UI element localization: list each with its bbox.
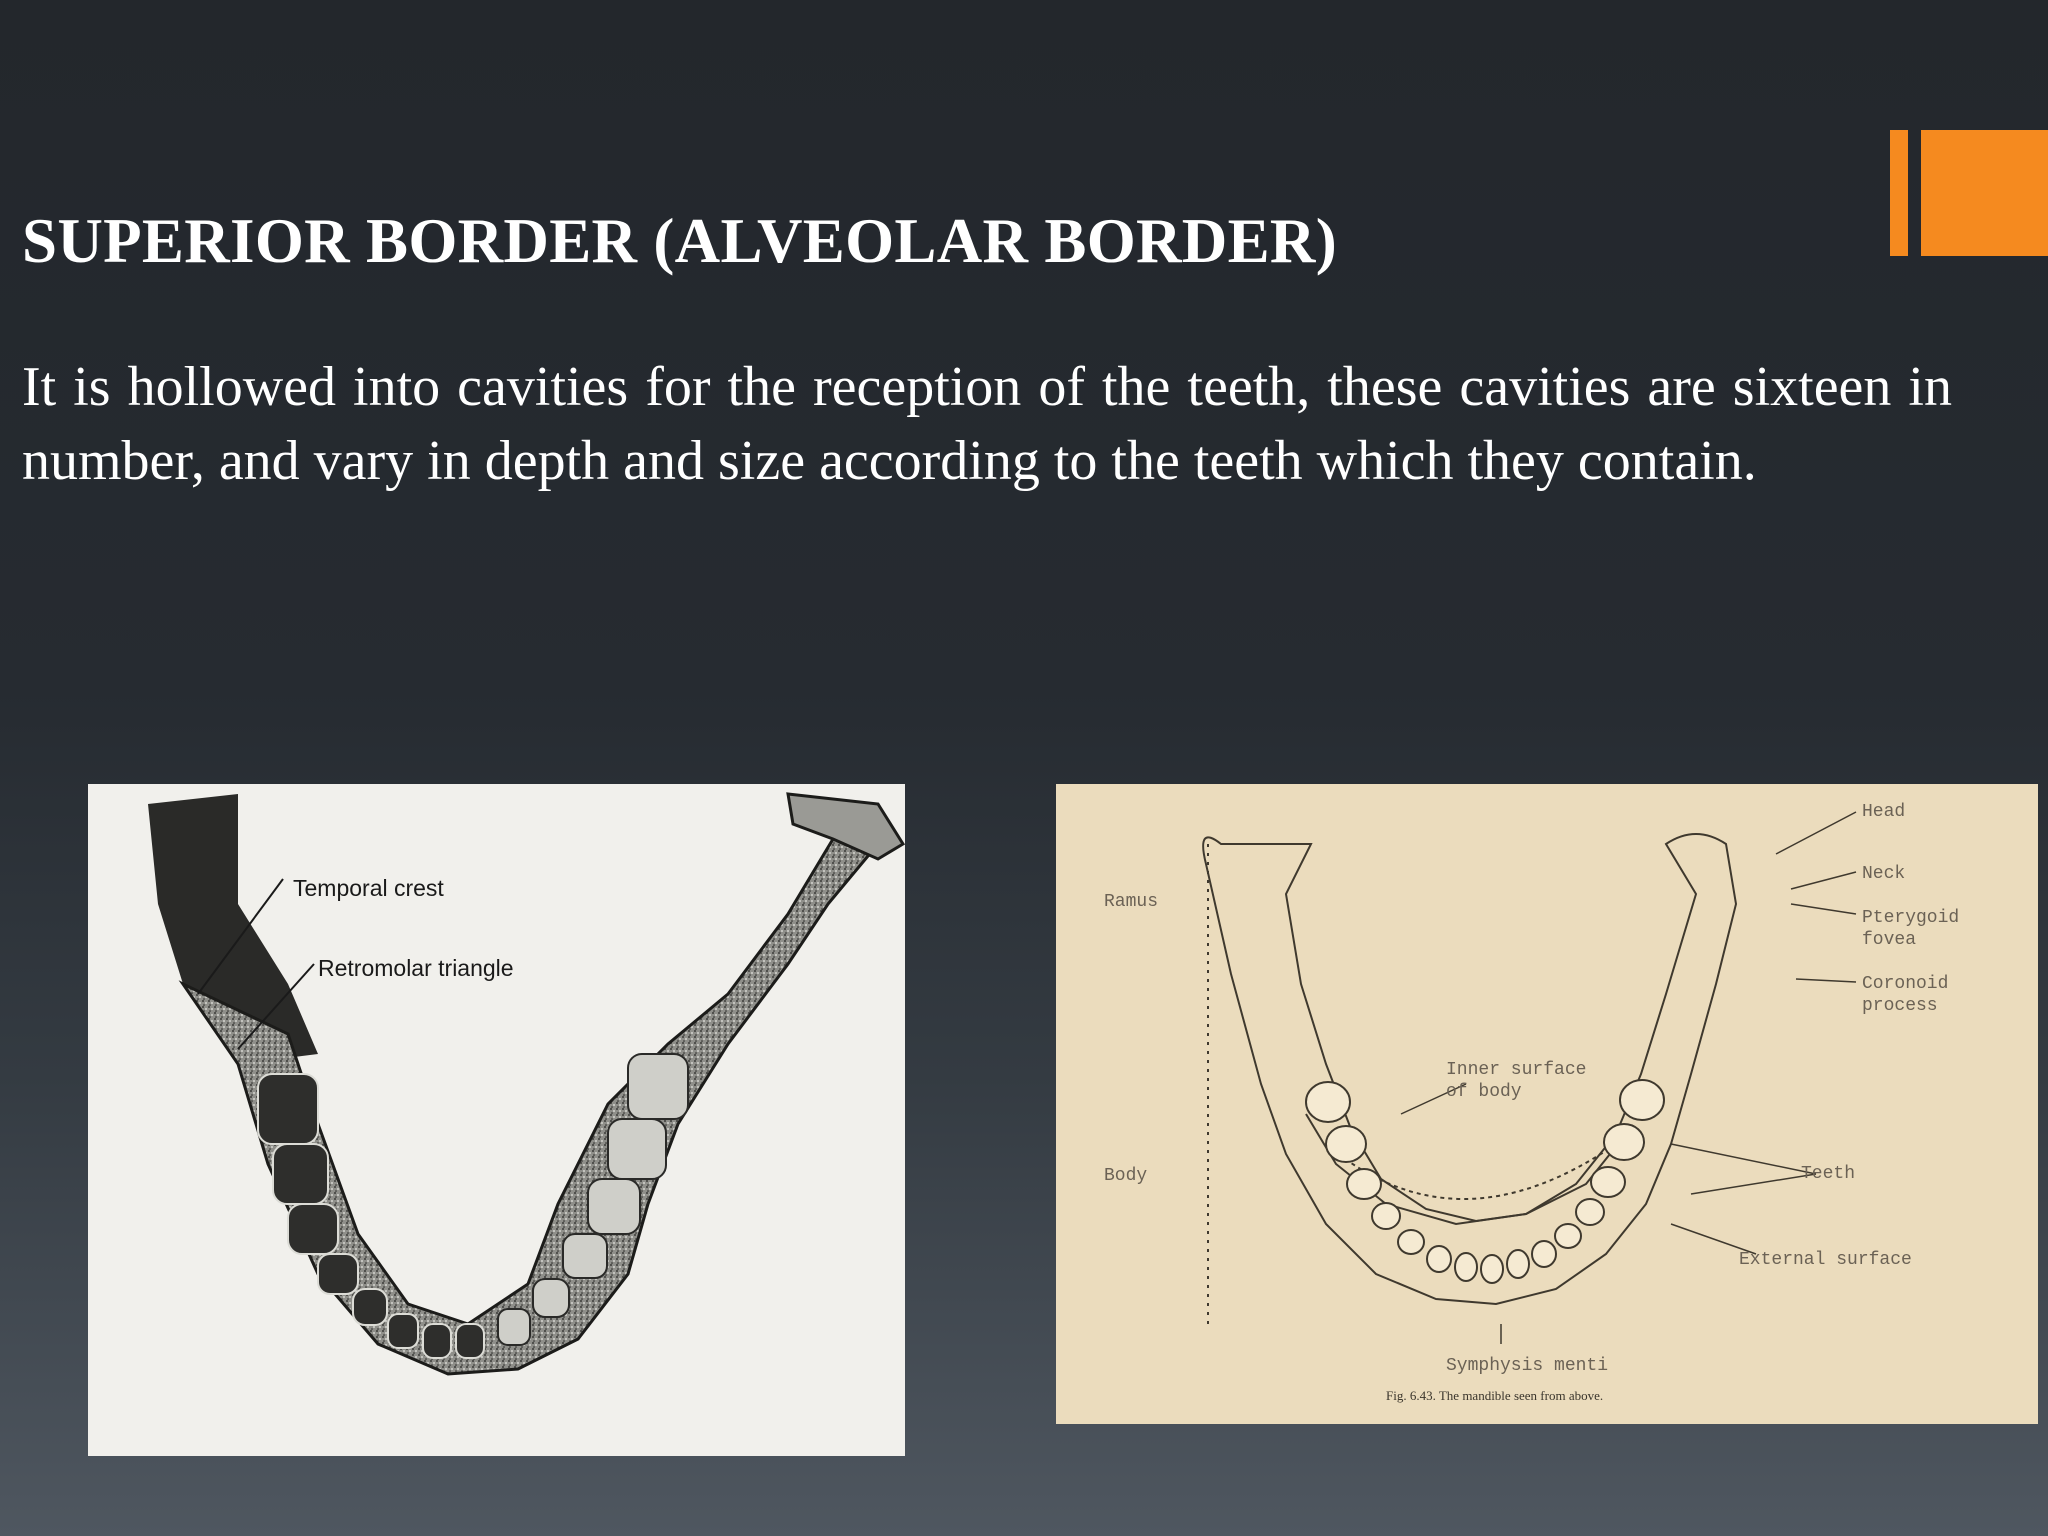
external-surface-label: External surface: [1739, 1250, 1912, 1270]
figure-caption: Fig. 6.43. The mandible seen from above.: [1386, 1388, 1604, 1403]
coronoid-label-line1: Coronoid: [1862, 974, 1949, 994]
inner-surface-label-line2: of body: [1446, 1082, 1522, 1102]
coronoid-label-line2: process: [1862, 996, 1938, 1016]
pterygoid-label-line1: Pterygoid: [1862, 908, 1960, 928]
neck-label: Neck: [1862, 864, 1906, 884]
mandible-line-drawing-figure: [1056, 784, 2038, 1424]
mandible-photo-figure: [88, 784, 905, 1456]
mandible-line-illustration: [1056, 784, 2038, 1424]
accent-bar-thin: [1890, 130, 1908, 256]
accent-bar-thick: [1921, 130, 2048, 256]
slide-title: SUPERIOR BORDER (ALVEOLAR BORDER): [22, 206, 1337, 276]
ramus-label: Ramus: [1104, 892, 1159, 912]
teeth-arch: [1306, 1080, 1664, 1283]
body-label: Body: [1104, 1166, 1148, 1186]
retromolar-triangle-label: Retromolar triangle: [318, 955, 514, 981]
teeth-label: Teeth: [1801, 1164, 1856, 1184]
head-label: Head: [1862, 802, 1906, 822]
symphysis-label: Symphysis menti: [1446, 1356, 1609, 1376]
slide-body-text: It is hollowed into cavities for the reception of the teeth, these cavities are sixteen in number, and vary in depth and size according to the teeth which they contain.: [22, 356, 1952, 492]
teeth-left-row: [258, 1074, 484, 1358]
temporal-crest-label: Temporal crest: [293, 875, 444, 901]
pterygoid-label-line2: fovea: [1862, 930, 1917, 950]
mandible-photo-illustration: [88, 784, 905, 1456]
inner-surface-label-line1: Inner surface: [1446, 1060, 1587, 1080]
